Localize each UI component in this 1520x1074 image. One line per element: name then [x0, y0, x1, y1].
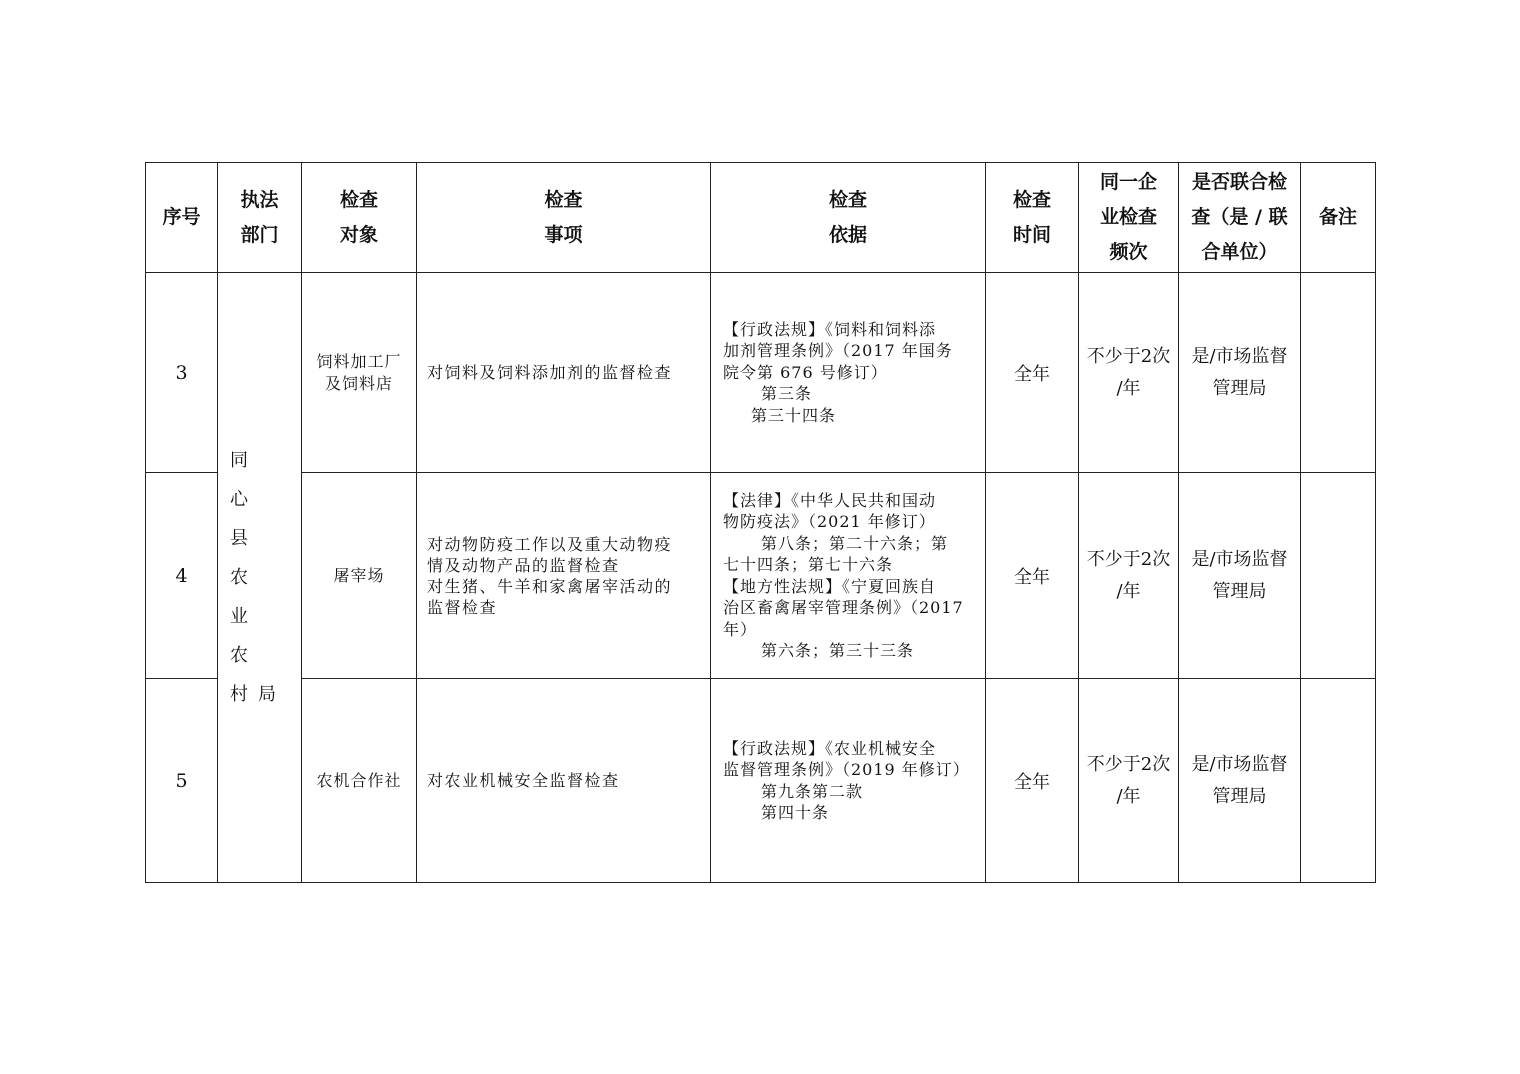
table-row — [146, 273, 1376, 473]
department-cell: 同 心 县 农 业 农 村局 — [218, 273, 302, 883]
header-item: 检查 事项 — [417, 163, 711, 273]
table-row — [146, 679, 1376, 883]
header-frequency: 同一企 业检查 频次 — [1079, 163, 1179, 273]
header-joint: 是否联合检 查（是 / 联 合单位） — [1179, 163, 1301, 273]
header-remark: 备注 — [1301, 163, 1376, 273]
row-object: 农机合作社 — [302, 679, 417, 883]
row-remark — [1301, 273, 1376, 473]
row-basis: 【行政法规】《饲料和饲料添 加剂管理条例》（2017 年国务 院令第 676 号修订） 第三条 第三十四条 — [711, 273, 986, 473]
header-row — [146, 163, 1376, 273]
row-remark — [1301, 473, 1376, 679]
inspection-table-page — [145, 162, 1375, 883]
row-seq: 3 — [146, 273, 218, 473]
row-time: 全年 — [986, 273, 1079, 473]
row-item: 对饲料及饲料添加剂的监督检查 — [417, 273, 711, 473]
row-frequency: 不少于2次 /年 — [1079, 473, 1179, 679]
header-basis: 检查 依据 — [711, 163, 986, 273]
table-row — [146, 473, 1376, 679]
row-remark — [1301, 679, 1376, 883]
row-item: 对农业机械安全监督检查 — [417, 679, 711, 883]
row-frequency: 不少于2次 /年 — [1079, 679, 1179, 883]
row-time: 全年 — [986, 473, 1079, 679]
row-seq: 5 — [146, 679, 218, 883]
row-item: 对动物防疫工作以及重大动物疫 情及动物产品的监督检查 对生猪、牛羊和家禽屠宰活动的 监督检查 — [417, 473, 711, 679]
header-seq: 序号 — [146, 163, 218, 273]
row-basis: 【行政法规】《农业机械安全 监督管理条例》（2019 年修订） 第九条第二款 第四十条 — [711, 679, 986, 883]
inspection-table — [145, 162, 1376, 883]
row-joint: 是/市场监督 管理局 — [1179, 273, 1301, 473]
row-joint: 是/市场监督 管理局 — [1179, 679, 1301, 883]
header-object: 检查 对象 — [302, 163, 417, 273]
row-time: 全年 — [986, 679, 1079, 883]
header-time: 检查 时间 — [986, 163, 1079, 273]
row-object: 屠宰场 — [302, 473, 417, 679]
row-seq: 4 — [146, 473, 218, 679]
row-joint: 是/市场监督 管理局 — [1179, 473, 1301, 679]
row-basis: 【法律】《中华人民共和国动 物防疫法》（2021 年修订） 第八条；第二十六条；第 七十四条；第七十六条 【地方性法规】《宁夏回族自 治区畜禽屠宰管理条例》（2017 年） 第六条；第三十三条 — [711, 473, 986, 679]
row-object: 饲料加工厂 及饲料店 — [302, 273, 417, 473]
header-dept: 执法 部门 — [218, 163, 302, 273]
row-frequency: 不少于2次 /年 — [1079, 273, 1179, 473]
